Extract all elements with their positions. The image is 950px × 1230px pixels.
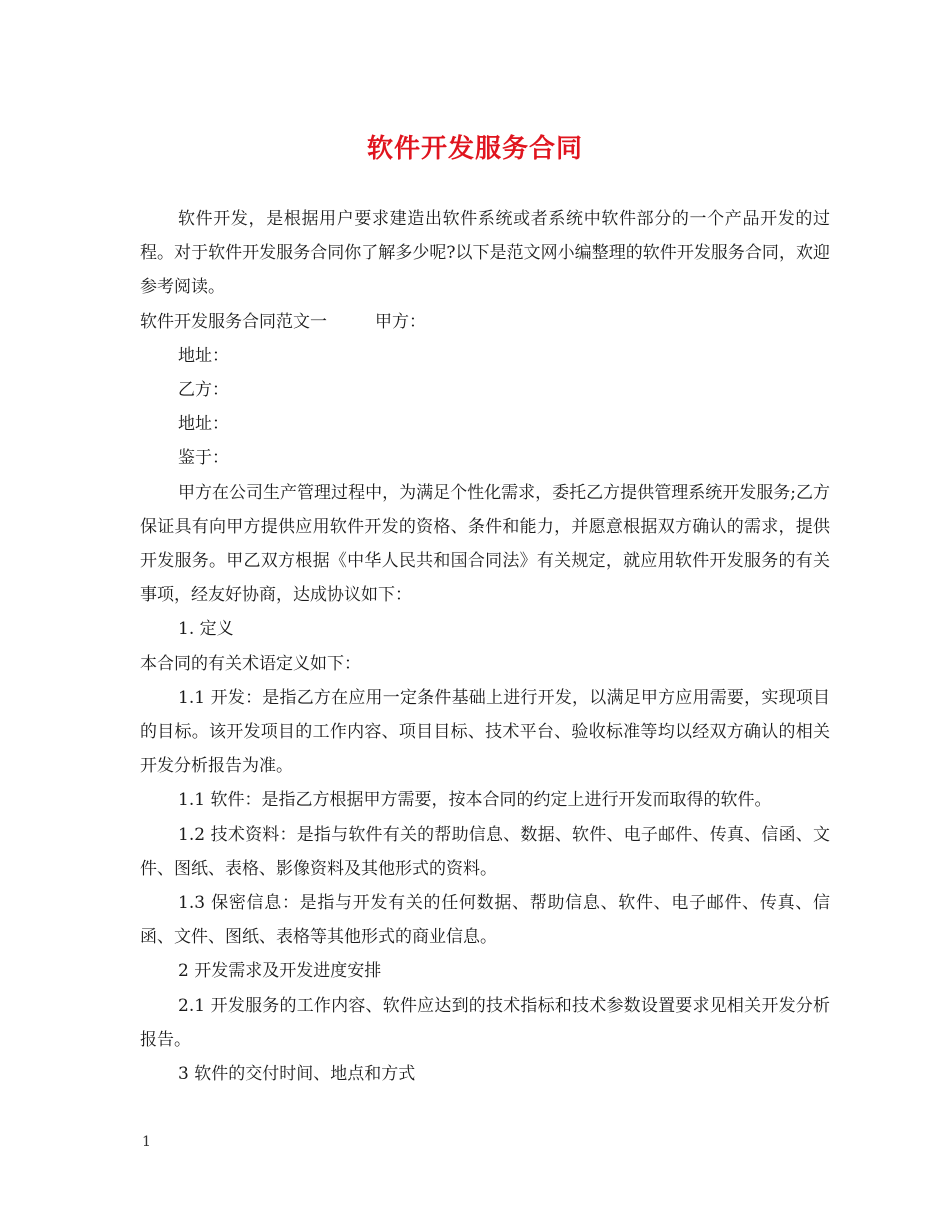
section-3-heading: 3 软件的交付时间、地点和方式 <box>178 1064 416 1085</box>
sample-heading: 软件开发服务合同范文一 <box>140 311 327 332</box>
document-title: 软件开发服务合同 <box>366 134 583 164</box>
section-2-heading: 2 开发需求及开发进度安排 <box>178 961 382 982</box>
intro-paragraph: 软件开发，是根据用户要求建造出软件系统或者系统中软件部分的一个产品开发的过程。对于软件开发服务合同你了解多少呢?以下是范文网小编整理的软件开发服务合同，欢迎参考阅读。 <box>140 209 830 298</box>
address-a-label: 地址： <box>178 345 229 366</box>
clause-1-1-development: 1.1 开发：是指乙方在应用一定条件基础上进行开发，以满足甲方应用需要，实现项目的目标。该开发项目的工作内容、项目目标、技术平台、验收标准等均以经双方确认的相关开发分析报告为准。 <box>140 687 830 777</box>
document-body <box>140 202 830 1091</box>
clause-1-1-software: 1.1 软件：是指乙方根据甲方需要，按本合同的约定上进行开发而取得的软件。 <box>178 790 772 811</box>
whereas-label: 鉴于： <box>178 448 229 469</box>
clause-1-3-confidential-info: 1.3 保密信息：是指与开发有关的任何数据、帮助信息、软件、电子邮件、传真、信函、文件、图纸、表格等其他形式的商业信息。 <box>140 893 830 948</box>
address-b-label: 地址： <box>178 414 229 435</box>
section-1-intro: 本合同的有关术语定义如下： <box>140 653 361 674</box>
party-b-label: 乙方： <box>178 380 229 401</box>
background-paragraph: 甲方在公司生产管理过程中，为满足个性化需求，委托乙方提供管理系统开发服务;乙方保证具有向甲方提供应用软件开发的资格、条件和能力，并愿意根据双方确认的需求，提供开发服务。甲乙双方根据《中华人民共和国合同法》有关规定，就应用软件开发服务的有关事项，经友好协商，达成协议如下： <box>140 482 830 606</box>
section-1-heading: 1. 定义 <box>178 619 234 640</box>
sample-heading-line <box>140 305 830 339</box>
clause-1-2-technical-materials: 1.2 技术资料：是指与软件有关的帮助信息、数据、软件、电子邮件、传真、信函、文件、图纸、表格、影像资料及其他形式的资料。 <box>140 824 830 879</box>
page-number: 1 <box>142 1134 151 1150</box>
clause-2-1: 2.1 开发服务的工作内容、软件应达到的技术指标和技术参数设置要求见相关开发分析报告。 <box>140 995 830 1050</box>
party-a-label: 甲方： <box>375 311 426 332</box>
